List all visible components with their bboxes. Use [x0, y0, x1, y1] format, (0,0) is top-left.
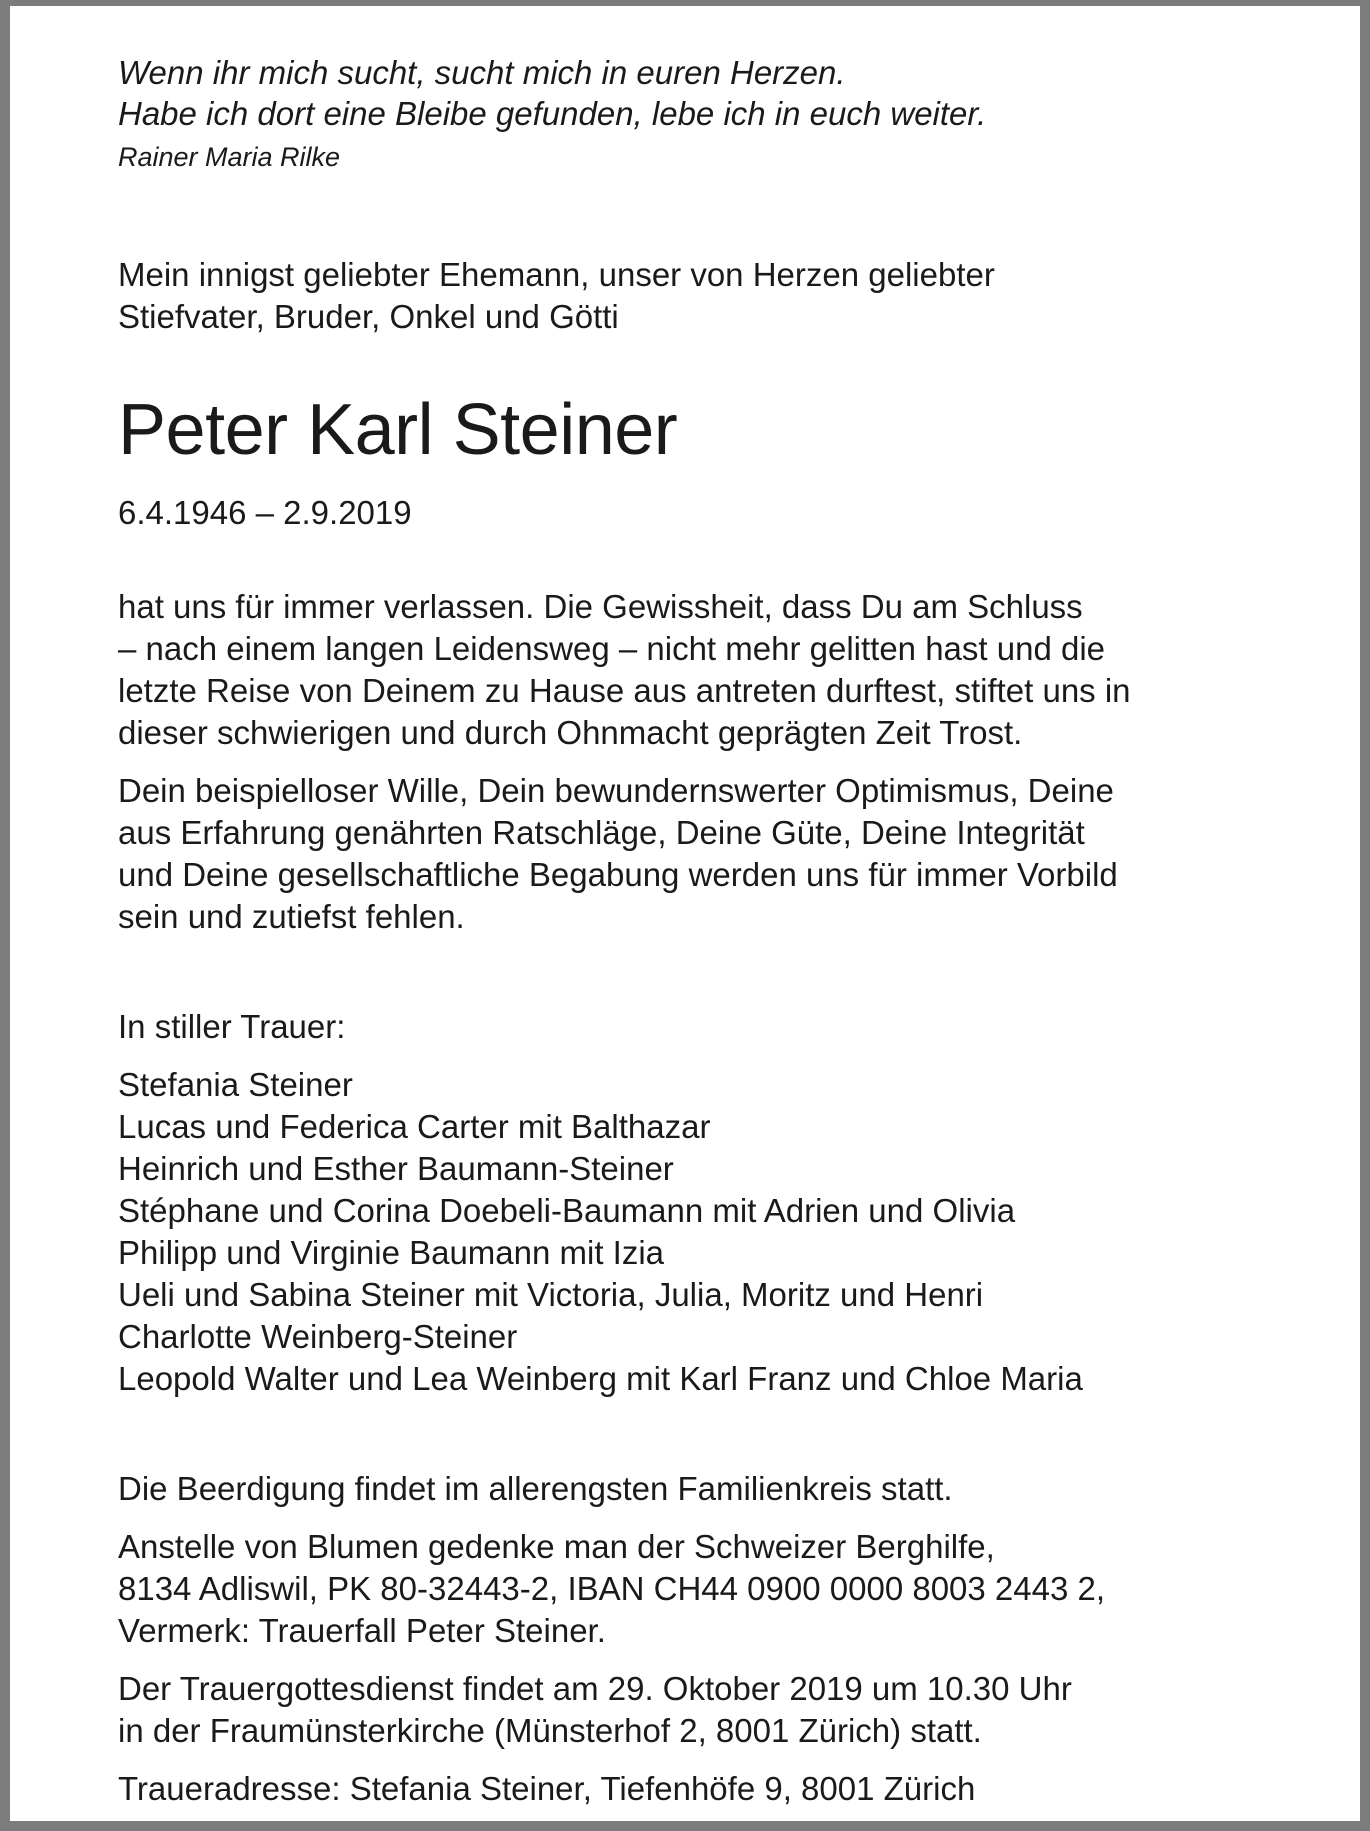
mourners-list [118, 1064, 1258, 1400]
burial-note: Die Beerdigung findet im allerengsten Familienkreis statt. [118, 1470, 953, 1507]
paragraph2-line-4: sein und zutiefst fehlen. [118, 898, 465, 935]
mourner-entry: Philipp und Virginie Baumann mit Izia [118, 1234, 665, 1271]
paragraph2-line-1: Dein beispielloser Wille, Dein bewundernswerter Optimismus, Deine [118, 772, 1114, 809]
mourning-title: In stiller Trauer: [118, 1008, 346, 1045]
mourning-address: Traueradresse: Stefania Steiner, Tiefenhöfe 9, 8001 Zürich [118, 1770, 976, 1807]
mourner-entry: Stefania Steiner [118, 1066, 353, 1103]
paragraph1-line-2: – nach einem langen Leidensweg – nicht mehr gelitten hast und die [118, 630, 1106, 667]
life-dates: 6.4.1946 – 2.9.2019 [118, 494, 412, 531]
mourner-entry: Charlotte Weinberg-Steiner [118, 1318, 518, 1355]
quote-line-2: Habe ich dort eine Bleibe gefunden, lebe ich in euch weiter. [118, 95, 987, 132]
paragraph2-line-2: aus Erfahrung genährten Ratschläge, Deine Güte, Deine Integrität [118, 814, 1085, 851]
paragraph2-line-3: und Deine gesellschaftliche Begabung werden uns für immer Vorbild [118, 856, 1118, 893]
paragraph1-line-4: dieser schwierigen und durch Ohnmacht geprägten Zeit Trost. [118, 714, 1023, 751]
intro-text [118, 254, 1258, 338]
intro-line-1: Mein innigst geliebter Ehemann, unser von Herzen geliebter [118, 256, 995, 293]
mourner-entry: Leopold Walter und Lea Weinberg mit Karl Franz und Chloe Maria [118, 1360, 1083, 1397]
paragraph1-line-1: hat uns für immer verlassen. Die Gewissheit, dass Du am Schluss [118, 588, 1083, 625]
rilke-quote [118, 52, 1258, 134]
deceased-name: Peter Karl Steiner [118, 390, 678, 470]
mourner-entry: Ueli und Sabina Steiner mit Victoria, Julia, Moritz und Henri [118, 1276, 984, 1313]
donation-note [118, 1526, 1258, 1652]
service-line-1: Der Trauergottesdienst findet am 29. Oktober 2019 um 10.30 Uhr [118, 1670, 1072, 1707]
intro-line-2: Stiefvater, Bruder, Onkel und Götti [118, 298, 619, 335]
donation-line-1: Anstelle von Blumen gedenke man der Schweizer Berghilfe, [118, 1528, 995, 1565]
paragraph1-line-3: letzte Reise von Deinem zu Hause aus antreten durftest, stiftet uns in [118, 672, 1131, 709]
paragraph-farewell [118, 586, 1258, 754]
obituary-notice [118, 52, 1258, 1810]
service-note [118, 1668, 1258, 1752]
mourner-entry: Stéphane und Corina Doebeli-Baumann mit Adrien und Olivia [118, 1192, 1016, 1229]
quote-line-1: Wenn ihr mich sucht, sucht mich in euren Herzen. [118, 54, 846, 91]
donation-line-3: Vermerk: Trauerfall Peter Steiner. [118, 1612, 606, 1649]
paragraph-tribute [118, 770, 1258, 938]
donation-line-2: 8134 Adliswil, PK 80-32443-2, IBAN CH44 0900 0000 8003 2443 2, [118, 1570, 1106, 1607]
mourner-entry: Lucas und Federica Carter mit Balthazar [118, 1108, 711, 1145]
mourner-entry: Heinrich und Esther Baumann-Steiner [118, 1150, 674, 1187]
quote-author: Rainer Maria Rilke [118, 142, 341, 172]
service-line-2: in der Fraumünsterkirche (Münsterhof 2, 8001 Zürich) statt. [118, 1712, 982, 1749]
